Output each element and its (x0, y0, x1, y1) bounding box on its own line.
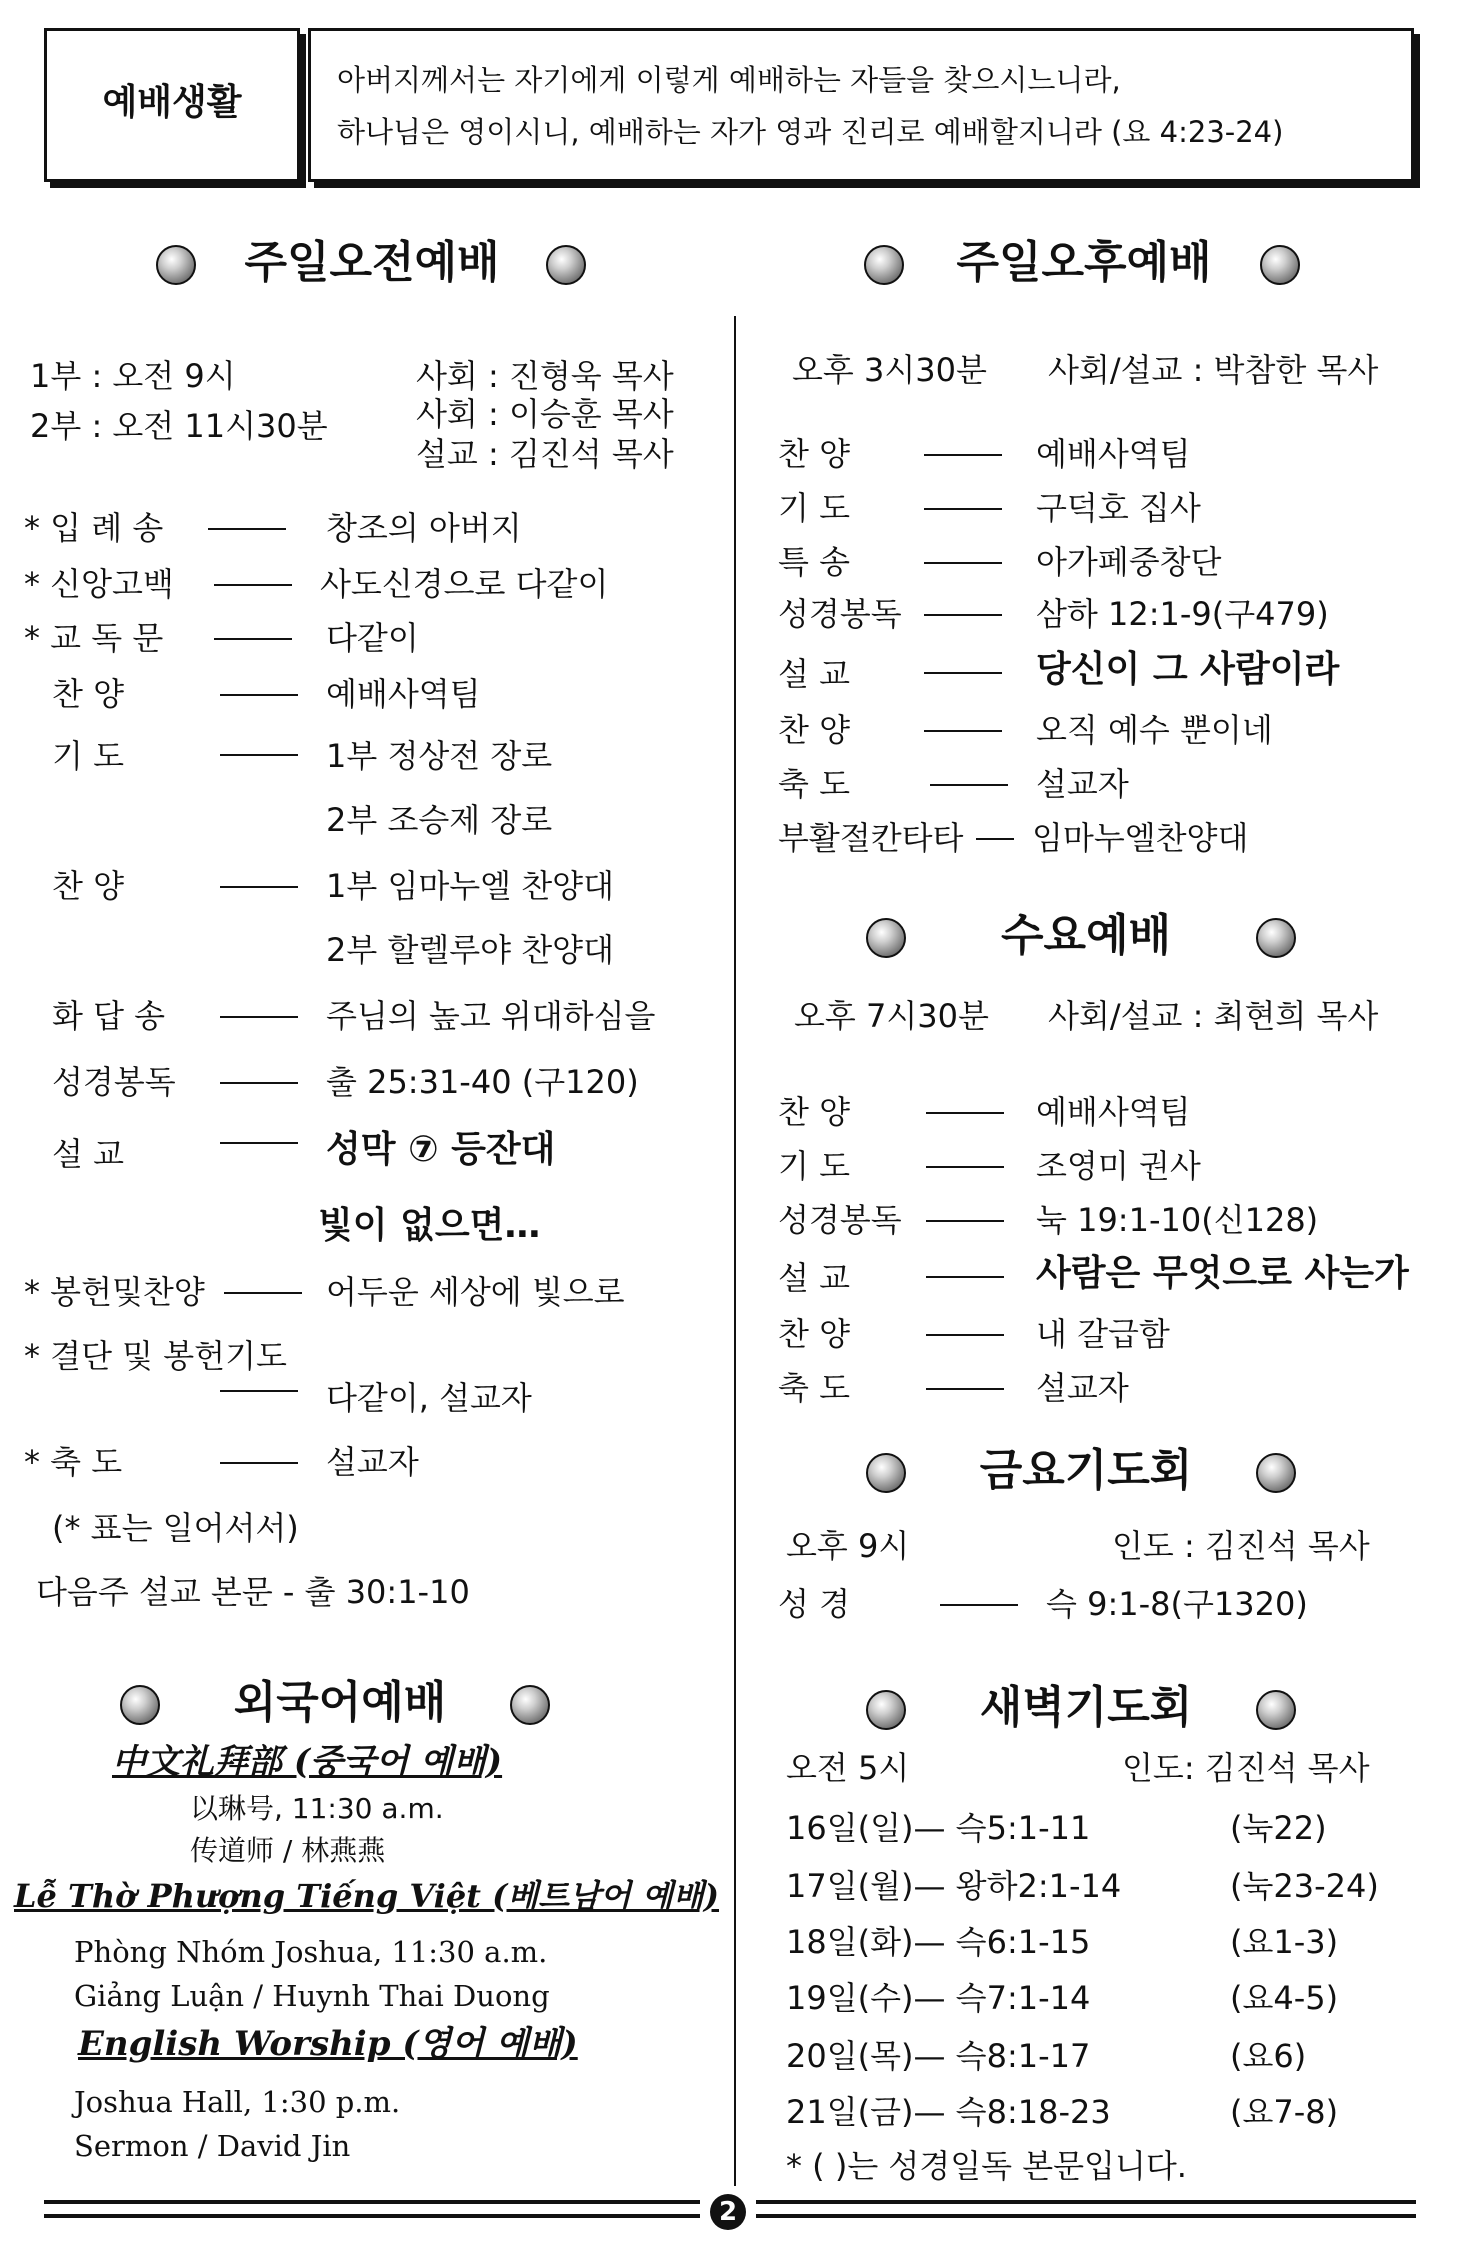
column-divider (734, 316, 736, 2186)
order-label: 찬 양 (52, 675, 124, 713)
standing-note: (* 표는 일어서서) (52, 1509, 299, 1547)
dash-line (926, 1112, 1004, 1114)
header-title: 예배생활 (102, 82, 242, 123)
dawn-reading: (요7-8) (1230, 2093, 1339, 2131)
order-value: 조영미 권사 (1036, 1147, 1201, 1185)
dawn-day: 16일(일)— 슥5:1-11 (786, 1809, 1091, 1847)
order-label: 설 교 (778, 655, 850, 693)
section-title: 주일오후예배 (956, 237, 1212, 288)
pm-sermon-title: 당신이 그 사람이라 (1036, 649, 1340, 690)
order-label: 축 도 (778, 1369, 850, 1407)
order-label: 특 송 (778, 543, 850, 581)
dash-line (976, 838, 1014, 840)
order-value: 설교자 (326, 1443, 419, 1481)
vietnamese-service-preacher: Giảng Luận / Huynh Thai Duong (74, 1979, 550, 2013)
dash-line (924, 508, 1002, 510)
header-title-box (44, 28, 300, 182)
leader-2: 사회 : 이승훈 목사 (416, 395, 674, 433)
order-label: 축 도 (778, 765, 850, 803)
service-time: 오후 3시30분 (792, 351, 987, 389)
order-value: 1부 정상전 장로 (326, 737, 553, 775)
section-heading-sunday-am (150, 235, 600, 295)
sermon-title: 성막 ⑦ 등잔대 (326, 1129, 556, 1170)
order-label: * 입 례 송 (24, 509, 164, 547)
dash-line (208, 528, 286, 530)
order-value: 창조의 아버지 (326, 509, 522, 547)
dash-line (924, 562, 1002, 564)
order-label: * 봉헌및찬양 (24, 1273, 205, 1311)
bullet-dot-icon (864, 245, 904, 285)
bullet-dot-icon (866, 1453, 906, 1493)
scripture-value: 슥 9:1-8(구1320) (1046, 1585, 1308, 1623)
section-title: 금요기도회 (979, 1445, 1193, 1496)
order-value: 오직 예수 뿐이네 (1036, 711, 1273, 749)
dawn-reading: (요6) (1230, 2037, 1307, 2075)
dawn-day: 19일(수)— 슥7:1-14 (786, 1979, 1091, 2017)
verse-line-2: 하나님은 영이시니, 예배하는 자가 영과 진리로 예배할지니라 (요 4:23-24) (337, 115, 1284, 149)
order-label: 성경봉독 (778, 595, 902, 633)
footer-rule-left-top (44, 2200, 700, 2204)
dash-line (930, 784, 1008, 786)
dash-line (926, 1220, 1004, 1222)
order-label: 기 도 (778, 1147, 850, 1185)
order-label: 성경봉독 (778, 1201, 902, 1239)
order-label: 설 교 (52, 1135, 124, 1173)
dash-line (926, 1166, 1004, 1168)
order-value: 다같이 (326, 619, 419, 657)
dawn-reading: (눅22) (1230, 1809, 1327, 1847)
dash-line (220, 1082, 298, 1084)
order-label: 화 답 송 (52, 997, 166, 1035)
bullet-dot-icon (866, 1690, 906, 1730)
section-title: 주일오전예배 (244, 237, 500, 288)
order-label: 부활절칸타타 (778, 819, 964, 857)
section-heading-wednesday (866, 908, 1316, 968)
order-value: 다같이, 설교자 (326, 1379, 532, 1417)
dash-line (214, 638, 292, 640)
order-label: 기 도 (778, 489, 850, 527)
order-value: 설교자 (1036, 765, 1129, 803)
section-title: 외국어예배 (233, 1677, 447, 1728)
service-leader: 사회/설교 : 박참한 목사 (1048, 351, 1379, 389)
page-number: 2 (710, 2194, 746, 2230)
order-label: 찬 양 (778, 1093, 850, 1131)
order-value-2: 2부 할렐루야 찬양대 (326, 931, 614, 969)
order-value: 내 갈급함 (1036, 1315, 1170, 1353)
service-leader: 인도: 김진석 목사 (1122, 1749, 1370, 1787)
order-value: 눅 19:1-10(신128) (1036, 1201, 1319, 1239)
section-heading-dawn (866, 1680, 1316, 1740)
service-time: 오후 7시30분 (794, 997, 989, 1035)
order-value: 주님의 높고 위대하심을 (326, 997, 656, 1035)
order-label: * 교 독 문 (24, 619, 164, 657)
bullet-dot-icon (1256, 1690, 1296, 1730)
order-value-2: 2부 조승제 장로 (326, 801, 553, 839)
dash-line (924, 614, 1002, 616)
order-value: 1부 임마누엘 찬양대 (326, 867, 614, 905)
order-label: 기 도 (52, 737, 124, 775)
order-value: 예배사역팀 (1036, 435, 1191, 473)
order-value: 예배사역팀 (326, 675, 481, 713)
dash-line (940, 1604, 1018, 1606)
order-value: 설교자 (1036, 1369, 1129, 1407)
section-heading-friday (866, 1443, 1316, 1503)
dash-line (220, 754, 298, 756)
dash-line (220, 694, 298, 696)
order-value: 임마누엘찬양대 (1032, 819, 1249, 857)
bullet-dot-icon (1260, 245, 1300, 285)
section-heading-sunday-pm (864, 235, 1314, 295)
header-verse-box (308, 28, 1414, 182)
order-label: 찬 양 (778, 1315, 850, 1353)
section-title: 수요예배 (1000, 910, 1171, 961)
vietnamese-service-title: Lễ Thờ Phượng Tiếng Việt (베트남어 예배) (14, 1877, 719, 1915)
section-heading-foreign (120, 1675, 560, 1735)
chinese-service-time: 以琳号, 11:30 a.m. (190, 1792, 444, 1825)
service-leader: 인도 : 김진석 목사 (1112, 1527, 1370, 1565)
english-service-title: English Worship (영어 예배) (78, 2024, 578, 2064)
dawn-day: 21일(금)— 슥8:18-23 (786, 2093, 1111, 2131)
bullet-dot-icon (546, 245, 586, 285)
dash-line (214, 584, 292, 586)
service-time: 오전 5시 (786, 1749, 910, 1787)
dawn-reading: (요1-3) (1230, 1923, 1339, 1961)
order-value: 구덕호 집사 (1036, 489, 1201, 527)
next-sermon: 다음주 설교 본문 - 출 30:1-10 (36, 1573, 470, 1611)
dash-line (924, 730, 1002, 732)
service-time-2: 2부 : 오전 11시30분 (30, 407, 328, 445)
dash-line (224, 1292, 302, 1294)
dawn-reading: (눅23-24) (1230, 1867, 1379, 1905)
order-label: 찬 양 (778, 711, 850, 749)
order-value: 출 25:31-40 (구120) (326, 1063, 639, 1101)
order-label: * 축 도 (24, 1443, 123, 1481)
service-time-1: 1부 : 오전 9시 (30, 357, 236, 395)
order-value: 삼하 12:1-9(구479) (1036, 595, 1329, 633)
dash-line (220, 1462, 298, 1464)
bullet-dot-icon (156, 245, 196, 285)
order-label: * 결단 및 봉헌기도 (24, 1337, 287, 1375)
leader-1: 사회 : 진형욱 목사 (416, 357, 674, 395)
order-label: * 신앙고백 (24, 565, 174, 603)
dash-line (220, 1142, 298, 1144)
bullet-dot-icon (1256, 1453, 1296, 1493)
dash-line (926, 1388, 1004, 1390)
service-time: 오후 9시 (786, 1527, 910, 1565)
order-value: 사도신경으로 다같이 (320, 565, 609, 603)
order-value: 예배사역팀 (1036, 1093, 1191, 1131)
scripture-label: 성 경 (778, 1585, 850, 1623)
dash-line (924, 672, 1002, 674)
bullet-dot-icon (120, 1685, 160, 1725)
dash-line (924, 454, 1002, 456)
preacher: 설교 : 김진석 목사 (416, 435, 674, 473)
dawn-day: 17일(월)— 왕하2:1-14 (786, 1867, 1122, 1905)
sermon-subtitle: 빛이 없으면… (318, 1205, 541, 1246)
dash-line (220, 886, 298, 888)
chinese-service-title: 中文礼拜部 (중국어 예배) (112, 1742, 503, 1782)
english-service-time: Joshua Hall, 1:30 p.m. (74, 2085, 401, 2119)
dash-line (220, 1390, 298, 1392)
section-title: 새벽기도회 (979, 1682, 1193, 1733)
service-leader: 사회/설교 : 최현희 목사 (1048, 997, 1379, 1035)
chinese-service-preacher: 传道师 / 林燕燕 (190, 1834, 386, 1867)
footer-rule-left-bottom (44, 2214, 700, 2218)
order-label: 찬 양 (52, 867, 124, 905)
bullet-dot-icon (866, 918, 906, 958)
english-service-preacher: Sermon / David Jin (74, 2129, 351, 2163)
footer-rule-right-bottom (756, 2214, 1416, 2218)
order-value: 아가페중창단 (1036, 543, 1222, 581)
dawn-note: * ( )는 성경일독 본문입니다. (786, 2147, 1187, 2185)
verse-line-1: 아버지께서는 자기에게 이렇게 예배하는 자들을 찾으시느니라, (337, 63, 1121, 97)
vietnamese-service-time: Phòng Nhóm Joshua, 11:30 a.m. (74, 1935, 548, 1969)
order-label: 설 교 (778, 1259, 850, 1297)
dawn-day: 20일(목)— 슥8:1-17 (786, 2037, 1091, 2075)
dash-line (220, 1016, 298, 1018)
footer-rule-right-top (756, 2200, 1416, 2204)
order-label: 성경봉독 (52, 1063, 176, 1101)
dawn-day: 18일(화)— 슥6:1-15 (786, 1923, 1091, 1961)
order-value: 어두운 세상에 빛으로 (326, 1273, 625, 1311)
wed-sermon-title: 사람은 무엇으로 사는가 (1036, 1253, 1409, 1294)
dawn-reading: (요4-5) (1230, 1979, 1339, 2017)
dash-line (926, 1334, 1004, 1336)
bullet-dot-icon (1256, 918, 1296, 958)
bullet-dot-icon (510, 1685, 550, 1725)
dash-line (926, 1276, 1004, 1278)
order-label: 찬 양 (778, 435, 850, 473)
